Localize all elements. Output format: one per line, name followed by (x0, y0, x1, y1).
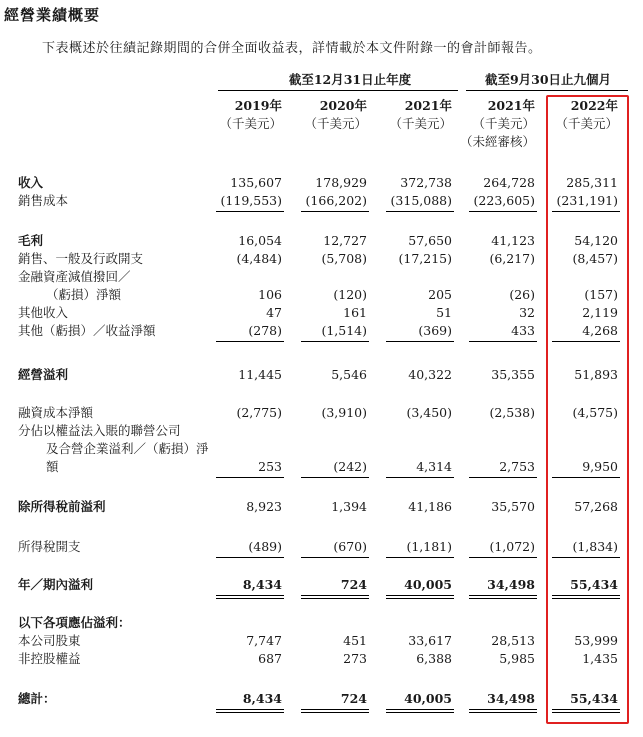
table-cell: 35,355 (491, 367, 535, 382)
table-cell: 433 (511, 323, 535, 338)
table-cell: 106 (258, 287, 282, 302)
table-cell: 1,435 (582, 651, 618, 666)
table-cell: (4,484) (236, 251, 282, 266)
table-cell: 178,929 (315, 175, 367, 190)
section-heading: 經營業績概要 (4, 6, 101, 24)
underline (301, 341, 369, 342)
column-header (285, 97, 367, 133)
table-cell: 273 (343, 651, 367, 666)
table-cell: (1,834) (572, 539, 618, 554)
table-cell: (6,217) (489, 251, 535, 266)
underline (216, 477, 284, 478)
table-cell: (369) (418, 323, 452, 338)
table-cell: (166,202) (305, 193, 367, 208)
table-cell: (120) (333, 287, 367, 302)
row-label: 總計： (18, 691, 56, 706)
table-cell: 285,311 (566, 175, 618, 190)
column-year: 2021年 (487, 98, 535, 113)
underline (216, 341, 284, 342)
table-cell: (278) (248, 323, 282, 338)
underline (301, 477, 369, 478)
underline (386, 211, 454, 212)
row-label: 融資成本淨額 (18, 405, 94, 420)
row-label: 其他（虧損）／收益淨額 (18, 323, 156, 338)
table-cell: 2,753 (499, 459, 535, 474)
row-label: 以下各項應佔溢利： (18, 615, 131, 630)
table-cell: 11,445 (238, 367, 282, 382)
table-cell: 35,570 (491, 499, 535, 514)
table-cell: (2,538) (489, 405, 535, 420)
table-cell: 161 (343, 305, 367, 320)
table-cell: 724 (340, 691, 367, 706)
underline (469, 477, 537, 478)
table-cell: (8,457) (572, 251, 618, 266)
column-unit: （千美元） (389, 116, 452, 131)
underline (386, 557, 454, 558)
table-cell: 5,985 (499, 651, 535, 666)
underline (386, 477, 454, 478)
underline (216, 557, 284, 558)
table-cell: (1,072) (489, 539, 535, 554)
table-cell: 51,893 (574, 367, 618, 382)
table-cell: (1,181) (406, 539, 452, 554)
table-cell: 40,005 (404, 691, 452, 706)
table-cell: (670) (333, 539, 367, 554)
table-cell: 724 (340, 577, 367, 592)
row-label: 本公司股東 (18, 633, 81, 648)
row-label: 及合營企業溢利／（虧損）淨 (46, 441, 209, 456)
table-cell: 2,119 (582, 305, 618, 320)
table-cell: 4,268 (582, 323, 618, 338)
intro-text: 下表概述於往績記錄期間的合併全面收益表，詳情載於本文件附錄一的會計師報告。 (42, 41, 542, 56)
table-cell: 8,434 (242, 691, 282, 706)
row-label: 除所得稅前溢利 (18, 499, 106, 514)
table-cell: 32 (519, 305, 535, 320)
table-cell: 53,999 (574, 633, 618, 648)
row-label: 額 (46, 459, 59, 474)
row-label: 金融資產減值撥回／ (18, 269, 131, 284)
table-cell: 34,498 (487, 691, 535, 706)
underline (469, 341, 537, 342)
group-header-annual: 截至12月31日止年度 (288, 72, 412, 87)
column-unit: （千美元） (472, 116, 535, 131)
row-label: 其他收入 (18, 305, 69, 320)
row-label: 所得稅開支 (18, 539, 81, 554)
table-cell: 33,617 (408, 633, 452, 648)
table-cell: 16,054 (238, 233, 282, 248)
group-header-annual-rule (218, 90, 458, 91)
table-cell: 41,186 (408, 499, 452, 514)
table-cell: (119,553) (220, 193, 282, 208)
column-unit: （千美元） (555, 116, 618, 131)
table-cell: 34,498 (487, 577, 535, 592)
table-cell: (3,910) (321, 405, 367, 420)
table-cell: 57,268 (574, 499, 618, 514)
row-label: 年／期內溢利 (18, 577, 94, 592)
row-label: 經營溢利 (18, 367, 69, 382)
table-cell: 47 (266, 305, 282, 320)
row-label: 收入 (18, 175, 44, 190)
table-cell: (242) (333, 459, 367, 474)
row-label: 分佔以權益法入賬的聯營公司 (18, 423, 181, 438)
table-cell: 7,747 (246, 633, 282, 648)
table-cell: 205 (428, 287, 452, 302)
column-year: 2021年 (404, 98, 452, 113)
table-cell: 5,546 (331, 367, 367, 382)
table-cell: 264,728 (483, 175, 535, 190)
table-cell: 687 (258, 651, 282, 666)
table-cell: 9,950 (582, 459, 618, 474)
table-cell: 40,322 (408, 367, 452, 382)
row-label: 銷售、一般及行政開支 (18, 251, 144, 266)
table-cell: 6,388 (416, 651, 452, 666)
column-header (453, 97, 535, 151)
double-underline (301, 709, 369, 713)
table-cell: (26) (509, 287, 535, 302)
table-cell: 253 (258, 459, 282, 474)
column-unit: （千美元） (304, 116, 367, 131)
underline (386, 341, 454, 342)
table-cell: 8,434 (242, 577, 282, 592)
underline (469, 557, 537, 558)
table-cell: (223,605) (473, 193, 535, 208)
column-note: （未經審核） (459, 134, 535, 149)
table-cell: (489) (248, 539, 282, 554)
table-cell: 57,650 (408, 233, 452, 248)
group-header-nine-months: 截至9月30日止九個月 (484, 72, 612, 87)
underline (216, 211, 284, 212)
double-underline (386, 709, 454, 713)
underline (301, 211, 369, 212)
column-header (200, 97, 282, 133)
table-cell: 8,923 (246, 499, 282, 514)
row-label: 非控股權益 (18, 651, 81, 666)
table-cell: 41,123 (491, 233, 535, 248)
underline (301, 557, 369, 558)
column-year: 2022年 (570, 98, 618, 113)
table-cell: 372,738 (400, 175, 452, 190)
table-cell: (2,775) (236, 405, 282, 420)
column-year: 2020年 (319, 98, 367, 113)
table-cell: (4,575) (572, 405, 618, 420)
underline (469, 211, 537, 212)
table-cell: 451 (343, 633, 367, 648)
table-cell: 1,394 (331, 499, 367, 514)
table-cell: (3,450) (406, 405, 452, 420)
table-cell: (231,191) (556, 193, 618, 208)
table-cell: 28,513 (491, 633, 535, 648)
column-unit: （千美元） (219, 116, 282, 131)
table-cell: 12,727 (323, 233, 367, 248)
table-cell: 55,434 (570, 577, 618, 592)
table-cell: 55,434 (570, 691, 618, 706)
double-underline (301, 595, 369, 599)
table-cell: (1,514) (321, 323, 367, 338)
column-header (370, 97, 452, 133)
table-cell: 40,005 (404, 577, 452, 592)
table-cell: 54,120 (574, 233, 618, 248)
table-cell: 135,607 (230, 175, 282, 190)
table-cell: (315,088) (390, 193, 452, 208)
double-underline (216, 709, 284, 713)
highlight-box-2022 (546, 95, 629, 724)
row-label: （虧損）淨額 (46, 287, 122, 302)
double-underline (469, 595, 537, 599)
row-label: 毛利 (18, 233, 44, 248)
double-underline (386, 595, 454, 599)
group-header-nine-months-rule (466, 90, 628, 91)
row-label: 銷售成本 (18, 193, 69, 208)
table-cell: 4,314 (416, 459, 452, 474)
column-year: 2019年 (234, 98, 282, 113)
double-underline (216, 595, 284, 599)
table-cell: (5,708) (321, 251, 367, 266)
table-cell: (157) (584, 287, 618, 302)
table-cell: (17,215) (398, 251, 452, 266)
table-cell: 51 (436, 305, 452, 320)
double-underline (469, 709, 537, 713)
